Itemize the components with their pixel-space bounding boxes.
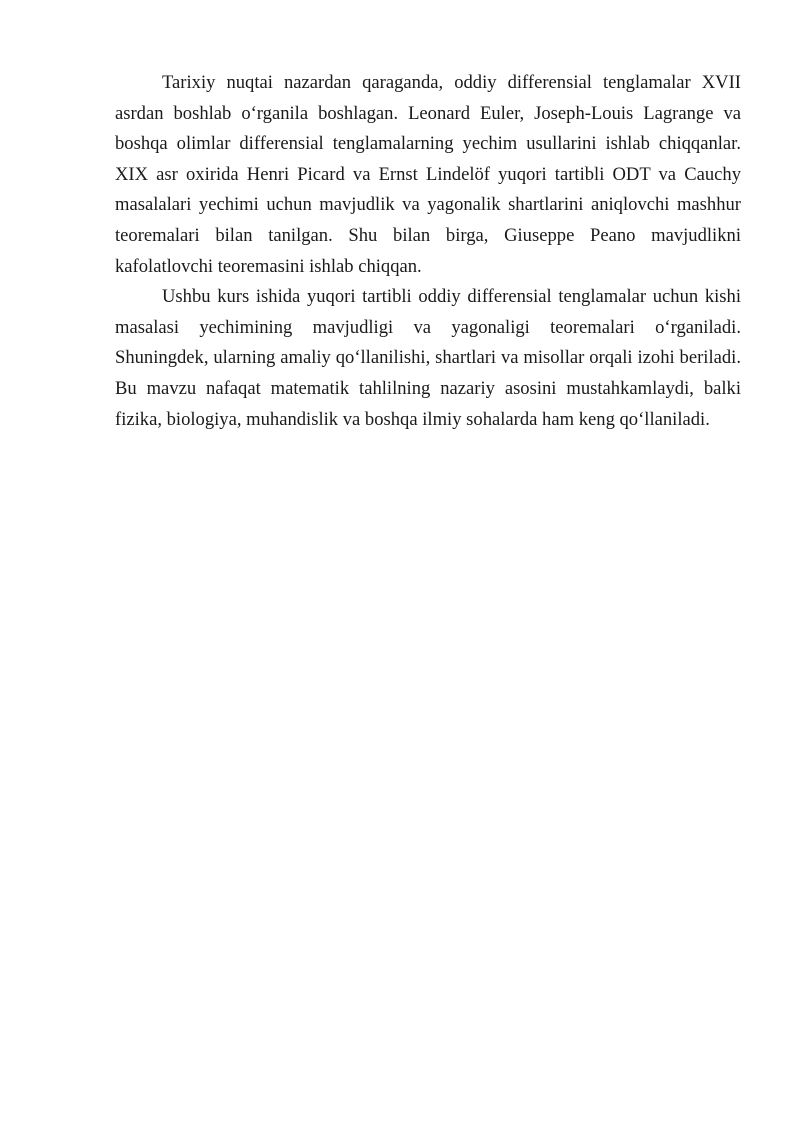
document-body — [115, 68, 741, 435]
paragraph-course-work: Ushbu kurs ishida yuqori tartibli oddiy differensial tenglamalar uchun kishi masalasi yechimining mavjudligi va yagonaligi teoremalari o‘rganiladi. Shuningdek, ularning amaliy qo‘llanilishi, shartlari va misollar orqali izohi beriladi. Bu mavzu nafaqat matematik tahlilning nazariy asosini mustahkamlaydi, balki fizika, biologiya, muhandislik va boshqa ilmiy sohalarda ham keng qo‘llaniladi. — [115, 286, 741, 430]
paragraph-history: Tarixiy nuqtai nazardan qaraganda, oddiy differensial tenglamalar XVII asrdan boshlab o‘rganila boshlagan. Leonard Euler, Joseph-Louis Lagrange va boshqa olimlar differensial tenglamalarning yechim usullarini ishlab chiqqanlar. XIX asr oxirida Henri Picard va Ernst Lindelöf yuqori tartibli ODT va Cauchy masalalari yechimi uchun mavjudlik va yagonalik shartlarini aniqlovchi mashhur teoremalari bilan tanilgan. Shu bilan birga, Giuseppe Peano mavjudlikni kafolatlovchi teoremasini ishlab chiqqan. — [115, 72, 741, 277]
